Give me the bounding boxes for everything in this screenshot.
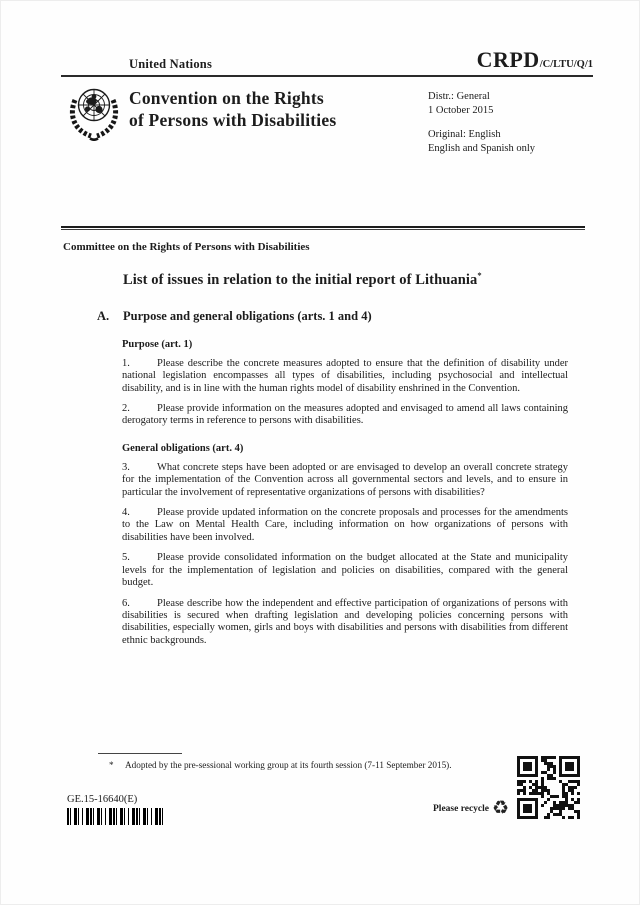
committee-name: Committee on the Rights of Persons with Disabilities	[63, 241, 310, 253]
paragraph-text: Please provide information on the measures adopted and envisaged to amend all laws containing derogatory terms in reference to persons with disabilities.	[122, 403, 568, 427]
convention-title-line2: of Persons with Disabilities	[129, 110, 337, 130]
paragraph-number: 6.	[122, 597, 130, 609]
document-symbol	[477, 47, 593, 73]
paragraph-number: 2.	[122, 403, 130, 415]
subsection-heading-purpose: Purpose (art. 1)	[122, 338, 193, 350]
document-title: List of issues in relation to the initial report of Lithuania*	[123, 270, 482, 288]
paragraph-3	[122, 462, 568, 499]
footnote-text: Adopted by the pre-sessional working group at its fourth session (7-11 September 2015).	[125, 760, 452, 770]
paragraph-number: 4.	[122, 507, 130, 519]
paragraph-text: Please provide updated information on the concrete proposals and processes for the amendments to the Law on Mental Health Care, including information on how organizations of persons with disabilities have been involved.	[122, 507, 568, 543]
document-number: GE.15-16640(E)	[67, 794, 138, 805]
date-line: 1 October 2015	[428, 104, 494, 116]
section-letter: A.	[97, 308, 110, 323]
un-emblem-icon	[65, 81, 123, 141]
paragraph-number: 3.	[122, 461, 130, 473]
title-footnote-mark: *	[477, 270, 482, 280]
section-title: Purpose and general obligations (arts. 1 and 4)	[123, 308, 372, 323]
distr-line: Distr.: General	[428, 91, 490, 102]
subsection-heading-general-obligations: General obligations (art. 4)	[122, 442, 244, 454]
paragraph-5	[122, 552, 568, 589]
document-body	[1, 241, 640, 647]
languages-line: English and Spanish only	[428, 142, 536, 154]
section-divider-rule	[61, 226, 585, 230]
barcode	[67, 808, 165, 825]
recycle-notice	[433, 799, 509, 818]
paragraph-number: 5.	[122, 552, 130, 564]
section-heading	[97, 309, 640, 324]
paragraph-2	[122, 403, 568, 428]
header-rule	[61, 75, 593, 77]
convention-title-line1: Convention on the Rights	[129, 88, 324, 108]
document-symbol-main: CRPD	[476, 47, 540, 72]
un-org-label: United Nations	[129, 57, 213, 71]
convention-title	[129, 87, 336, 131]
original-language-line: Original: English	[428, 129, 501, 140]
document-symbol-suffix: /C/LTU/Q/1	[539, 59, 593, 70]
footnote	[109, 760, 529, 770]
paragraph-text: What concrete steps have been adopted or are envisaged to develop an overall concrete strategy for the implementation of the Convention across all governmental sectors and levels, and to ensure in particular the involvement of representative organizations of persons with disabilities?	[122, 461, 568, 498]
recycle-icon: ♻	[492, 798, 510, 819]
paragraph-1	[122, 358, 568, 395]
paragraph-text: Please provide consolidated information on the budget allocated at the State and municipality levels for the implementation of legislation and policies on disabilities, compared with the general budget.	[122, 552, 568, 589]
paragraph-4	[122, 507, 568, 544]
recycle-label: Please recycle	[433, 803, 489, 814]
footnote-mark: *	[109, 760, 114, 770]
paragraph-number: 1.	[122, 357, 130, 369]
footnote-rule	[98, 753, 182, 754]
paragraph-text: Please describe how the independent and effective participation of organizations of persons with disabilities is secured when drafting legislation and developing policies concerning persons with disabilities, especially women, girls and boys with disabilities and persons with disabilities from different ethnic backgrounds.	[122, 597, 568, 646]
paragraph-text: Please describe the concrete measures adopted to ensure that the definition of disability under national legislation encompasses all types of disabilities, including psychosocial and intellectual disability, and is in line with the human rights model of disability enshrined in the Convention.	[122, 357, 568, 394]
paragraph-6	[122, 598, 568, 648]
distribution-block	[428, 90, 535, 155]
qr-code	[517, 756, 580, 819]
